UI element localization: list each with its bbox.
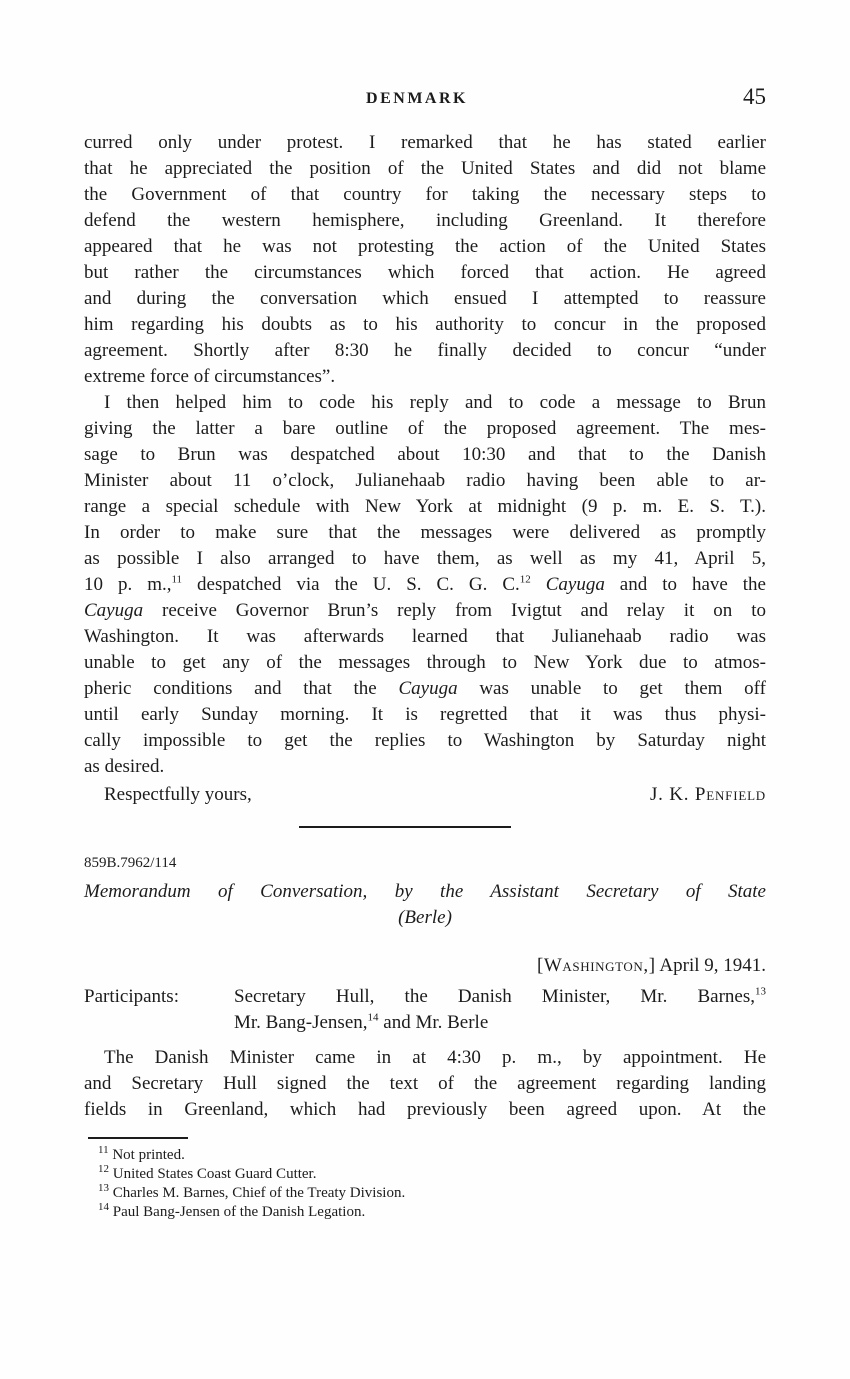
footnote-divider <box>88 1137 188 1139</box>
dateline <box>84 953 766 979</box>
text-line: until early Sunday morning. It is regretted that it was thus physi- <box>84 704 766 725</box>
document-number: 859B.7962/114 <box>84 855 177 871</box>
running-header <box>84 86 766 110</box>
text-line: pheric conditions and that the Cayuga was unable to get them off <box>84 678 766 699</box>
text-line: unable to get any of the messages through to New York due to atmos- <box>84 652 766 673</box>
participants-row <box>84 984 766 1036</box>
text-line: range a special schedule with New York at midnight (9 p. m. E. S. T.). <box>84 496 766 517</box>
memo-title-line-1: Memorandum of Conversation, by the Assistant Secretary of State <box>84 881 766 902</box>
section-title: DENMARK <box>366 90 468 107</box>
footnote: $^{14}$ Paul Bang-Jensen of the Danish Legation. <box>98 1201 366 1220</box>
section-divider <box>299 826 511 828</box>
text-line: Minister about 11 o’clock, Julianehaab radio having been able to ar- <box>84 470 766 491</box>
participants-line: Mr. Bang-Jensen,$^{14}$ and Mr. Berle <box>234 1011 489 1033</box>
text-line: cally impossible to get the replies to Washington by Saturday night <box>84 730 766 751</box>
text-line: and Secretary Hull signed the text of the agreement regarding landing <box>84 1073 766 1094</box>
text-line: and during the conversation which ensued I attempted to reassure <box>84 288 766 309</box>
dateline-date: April 9, 1941. <box>655 955 766 976</box>
text-line: that he appreciated the position of the United States and did not blame <box>84 158 766 179</box>
participants-label: Participants: <box>84 986 179 1007</box>
footnote: $^{11}$ Not printed. <box>98 1144 185 1163</box>
text-line: In order to make sure that the messages were delivered as promptly <box>84 522 766 543</box>
participants-lines <box>234 984 766 1036</box>
closing-text: Respectfully yours, <box>104 784 252 805</box>
text-line: him regarding his doubts as to his authority to concur in the proposed <box>84 314 766 335</box>
closing-line <box>84 782 766 808</box>
participants-line: Secretary Hull, the Danish Minister, Mr. Barnes,$^{13}$ <box>234 985 766 1007</box>
footnote: $^{13}$ Charles M. Barnes, Chief of the Treaty Division. <box>98 1182 406 1201</box>
memo-paragraph <box>84 1045 766 1123</box>
letter-body <box>84 130 766 808</box>
text-line: as desired. <box>84 756 165 777</box>
text-line: Cayuga receive Governor Brun’s reply from Ivigtut and relay it on to <box>84 600 766 621</box>
text-line: the Government of that country for taking the necessary steps to <box>84 184 766 205</box>
text-line: extreme force of circumstances”. <box>84 366 336 387</box>
signature: J. K. Penfield <box>649 784 766 805</box>
text-line: but rather the circumstances which forced that action. He agreed <box>84 262 766 283</box>
dateline-place: [Washington,] <box>536 955 656 976</box>
text-line: curred only under protest. I remarked that he has stated earlier <box>84 132 766 153</box>
page-number: 45 <box>743 84 766 109</box>
memo-heading <box>84 879 766 931</box>
text-line: defend the western hemisphere, including Greenland. It therefore <box>84 210 766 231</box>
memo-title-line-2: (Berle) <box>398 907 452 928</box>
text-line: 10 p. m.,$^{11}$ despatched via the U. S. C. G. C.$^{12}$ Cayuga and to have the <box>84 573 766 595</box>
letter-paragraph-1 <box>84 130 766 390</box>
footnotes <box>84 1146 766 1222</box>
text-line: fields in Greenland, which had previously been agreed upon. At the <box>84 1099 766 1120</box>
text-line: giving the latter a bare outline of the proposed agreement. The mes- <box>84 418 766 439</box>
text-line: Washington. It was afterwards learned that Julianehaab radio was <box>84 626 766 647</box>
text-line: The Danish Minister came in at 4:30 p. m., by appointment. He <box>104 1047 766 1068</box>
letter-paragraph-2 <box>84 390 766 780</box>
text-line: agreement. Shortly after 8:30 he finally decided to concur “under <box>84 340 766 361</box>
text-line: appeared that he was not protesting the action of the United States <box>84 236 766 257</box>
text-line: I then helped him to code his reply and to code a message to Brun <box>104 392 766 413</box>
footnote: $^{12}$ United States Coast Guard Cutter. <box>98 1163 317 1182</box>
text-line: as possible I also arranged to have them, as well as my 41, April 5, <box>84 548 766 569</box>
text-line: sage to Brun was despatched about 10:30 and that to the Danish <box>84 444 766 465</box>
